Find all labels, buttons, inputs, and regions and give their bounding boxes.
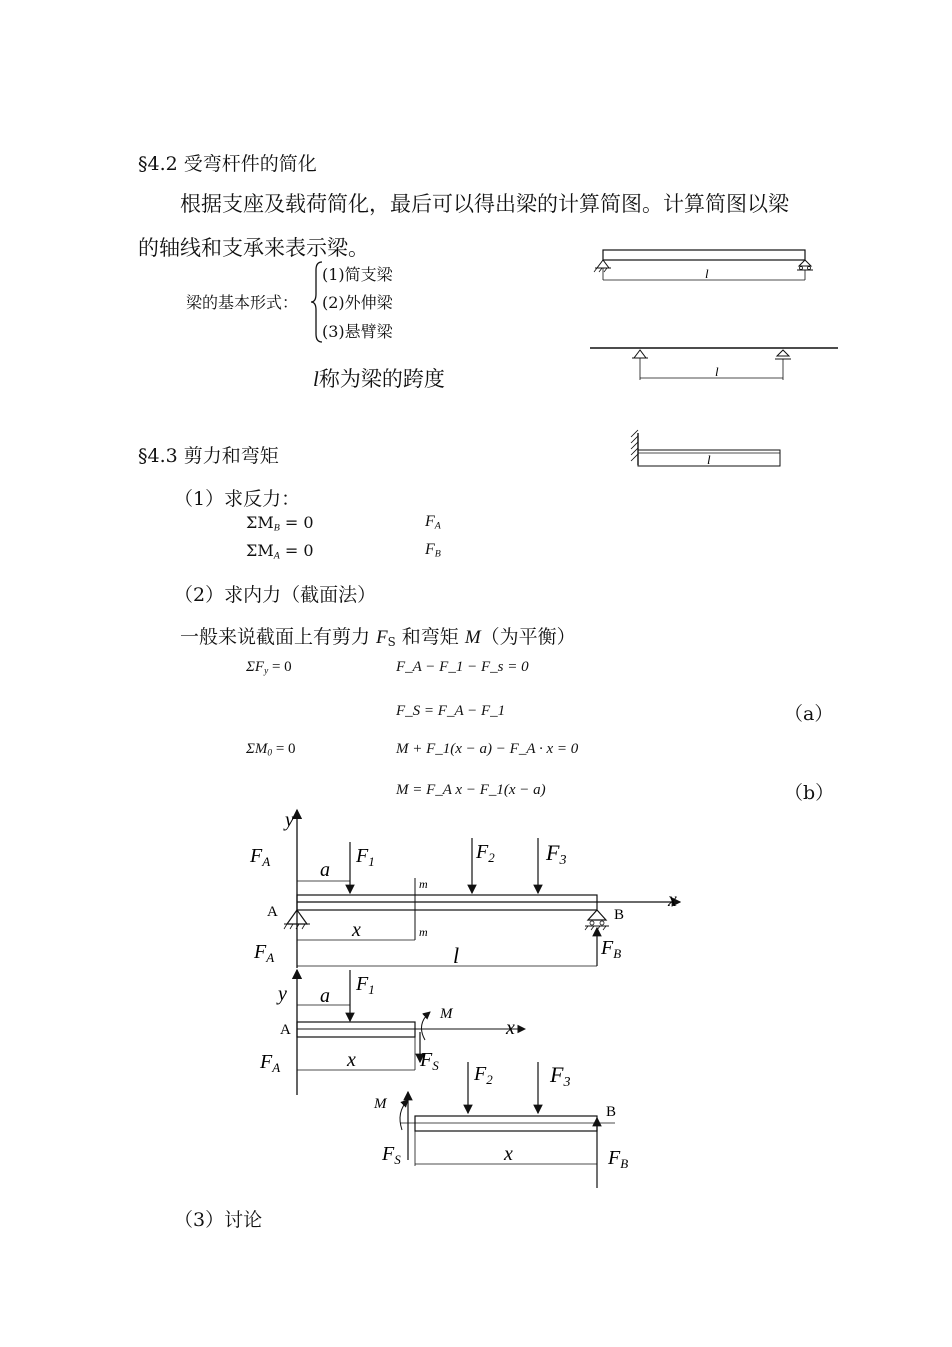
- svg-text:F1: $F_1$: [356, 973, 375, 997]
- eq-tag-a: （a）: [784, 703, 834, 725]
- section-heading-4-2: §4.2 受弯杆件的简化: [138, 153, 317, 175]
- beam-form-overhang: (2)外伸梁: [322, 293, 393, 312]
- svg-text:l: l: [715, 364, 719, 379]
- point-A-label: A: [267, 904, 278, 920]
- svg-text:M: M: [374, 1096, 387, 1112]
- free-body-diagram: [240, 800, 700, 1195]
- eq-b2: M = F_A x − F_1(x − a): [396, 782, 546, 798]
- x-axis-label: x: [668, 889, 677, 911]
- svg-text:x: x: [506, 1017, 515, 1039]
- eq-sum-MB: $\Sigma M_B = 0$: [246, 513, 314, 534]
- cantilever-beam-diagram: [631, 430, 780, 467]
- roller-support-B: [588, 910, 606, 920]
- span-label: l: [705, 266, 709, 281]
- eq-a2: F_S = F_A − F_1: [396, 703, 506, 719]
- eq-tag-b: （b）: [784, 782, 835, 804]
- svg-text:m: m: [419, 925, 428, 939]
- F2-label: $F_2$: [476, 841, 495, 865]
- svg-text:FA: $F_A$: [260, 1051, 281, 1075]
- simple-beam-diagram: [594, 250, 813, 281]
- svg-text:B: B: [606, 1104, 617, 1120]
- point-B-label: B: [614, 907, 625, 923]
- svg-text:M: M: [440, 1006, 453, 1022]
- moment-arrow-left: [421, 1012, 430, 1040]
- eq-sum-MA: $\Sigma M_A = 0$: [246, 541, 314, 562]
- y-axis-label: y: [285, 809, 294, 831]
- FA-label-bottom: $F_A$: [254, 941, 275, 965]
- svg-text:A: A: [280, 1022, 291, 1038]
- eq-b1: M + F_1(x − a) − F_A · x = 0: [396, 741, 579, 757]
- svg-text:F2: $F_2$: [474, 1063, 493, 1087]
- svg-text:y: y: [278, 983, 287, 1005]
- step-1-label: （1）求反力：: [174, 488, 301, 510]
- svg-text:FB: $F_B$: [608, 1147, 629, 1171]
- step-2-label: （2）求内力（截面法）: [174, 584, 377, 606]
- eq-FA: $F_A$: [425, 513, 441, 532]
- span-symbol: l: [313, 367, 319, 391]
- beam-types-diagram: [585, 240, 845, 470]
- span-definition: [313, 363, 445, 393]
- svg-text:F3: F3: [550, 1062, 571, 1090]
- FA-label-top: $F_A$: [250, 845, 271, 869]
- right-segment-diagram: [373, 1062, 628, 1188]
- FB-label: $F_B$: [601, 937, 622, 961]
- full-beam-diagram: [249, 809, 680, 968]
- svg-text:m: m: [419, 877, 428, 891]
- general-statement: 一般来说截面上有剪力 $F_S$ 和弯矩 M（为平衡）: [180, 626, 576, 649]
- eq-sum-Fy: $\Sigma F_y = 0$: [246, 659, 292, 677]
- a-label: a: [320, 859, 330, 881]
- overhang-beam-diagram: [590, 348, 838, 380]
- beam-form-cantilever: (3)悬臂梁: [322, 322, 393, 341]
- section-heading-4-3: §4.3 剪力和弯矩: [138, 445, 279, 467]
- paragraph-line-2: 的轴线和支承来表示梁。: [138, 236, 369, 260]
- F3-label: F3: [546, 840, 567, 868]
- eq-sum-M0: $\Sigma M_0 = 0$: [246, 741, 296, 759]
- moment-arrow-right: [400, 1100, 408, 1130]
- svg-text:x: x: [347, 1049, 356, 1071]
- beam-form-simple: (1)简支梁: [322, 265, 393, 284]
- svg-text:x: x: [504, 1143, 513, 1165]
- step-3-label: （3）讨论: [174, 1209, 263, 1231]
- svg-text:FS: $F_S$: [382, 1143, 401, 1167]
- svg-text:FS: $F_S$: [420, 1049, 439, 1073]
- beam-forms-label: 梁的基本形式：: [186, 293, 299, 312]
- l-length-label: l: [453, 943, 460, 968]
- span-text: 称为梁的跨度: [318, 367, 445, 391]
- svg-text:l: l: [707, 452, 711, 467]
- eq-FB: $F_B$: [425, 541, 441, 560]
- F1-label: $F_1$: [356, 845, 375, 869]
- eq-a1: F_A − F_1 − F_s = 0: [396, 659, 529, 675]
- paragraph-line-1: 根据支座及载荷简化，最后可以得出梁的计算简图。计算简图以梁: [180, 192, 789, 216]
- x-length-label: x: [352, 919, 361, 941]
- svg-text:a: a: [320, 985, 330, 1007]
